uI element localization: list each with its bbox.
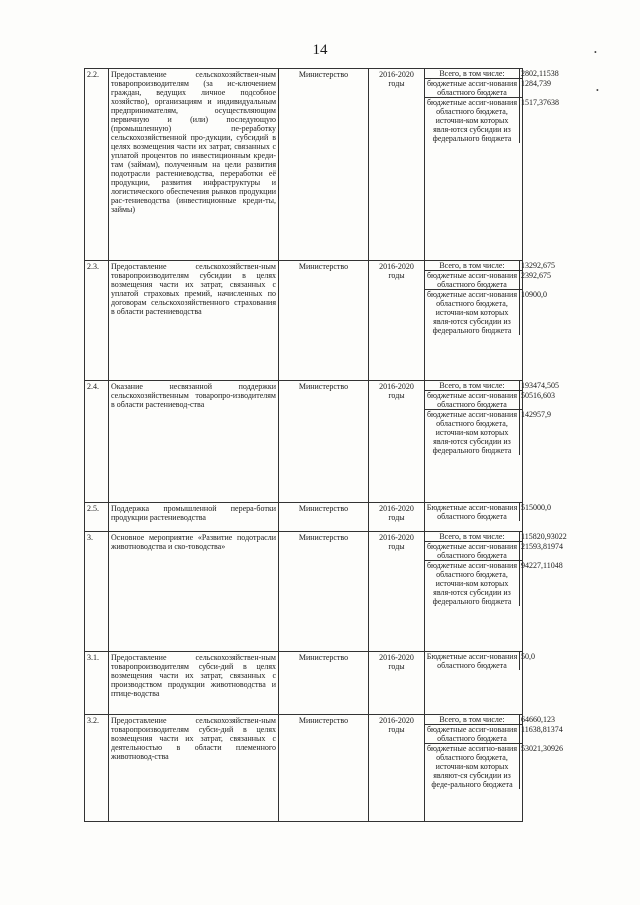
item-number: 3.2. (85, 715, 109, 822)
finance-amount: 94227,11048 (521, 561, 563, 570)
item-number: 2.2. (85, 69, 109, 261)
item-executor: Министерство (279, 381, 369, 503)
finance-row (425, 715, 522, 725)
finance-row (425, 725, 522, 744)
finance-source: Всего, в том числе: (425, 381, 520, 391)
finance-cell (425, 503, 551, 532)
page-number: 14 (312, 42, 328, 58)
item-number: 3. (85, 532, 109, 652)
finance-source: бюджетные ассиг-нования областного бюджета (425, 79, 520, 98)
finance-source: Бюджетные ассиг-нования областного бюджета (425, 652, 520, 670)
item-executor: Министерство (279, 715, 369, 822)
item-executor: Министерство (279, 532, 369, 652)
item-executor: Министерство (279, 503, 369, 532)
margin-mark: • (594, 48, 597, 57)
item-executor: Министерство (279, 261, 369, 381)
item-period: 2016-2020 годы (369, 503, 425, 532)
finance-cell (425, 532, 567, 652)
finance-breakdown (425, 652, 535, 670)
finance-source: Всего, в том числе: (425, 715, 520, 725)
finance-source: бюджетные ассиг-нования областного бюджета, источни-ком которых явля-ются субсидии из федерального бюджета (425, 561, 520, 607)
item-number: 2.3. (85, 261, 109, 381)
finance-source: Бюджетные ассиг-нования областного бюджета (425, 503, 520, 521)
item-period: 2016-2020 годы (369, 715, 425, 822)
item-number: 2.5. (85, 503, 109, 532)
finance-source: бюджетные ассиг-нования областного бюджета, источни-ком которых явля-ются субсидии из федерального бюджета (425, 410, 520, 456)
finance-row (425, 290, 522, 336)
item-executor: Министерство (279, 69, 369, 261)
finance-amount: 1284,739 (520, 79, 523, 98)
finance-row (425, 744, 522, 790)
finance-amount: 10900,0 (521, 290, 547, 299)
finance-row (425, 410, 522, 456)
item-period: 2016-2020 годы (369, 261, 425, 381)
finance-source: бюджетные ассиг-нования областного бюджета (425, 391, 520, 410)
finance-source: Всего, в том числе: (425, 69, 520, 79)
finance-row (425, 79, 522, 98)
finance-breakdown (425, 715, 563, 789)
finance-breakdown (425, 532, 567, 606)
table-row (85, 261, 523, 381)
finance-row (425, 561, 522, 607)
item-period: 2016-2020 годы (369, 69, 425, 261)
finance-row (425, 271, 522, 290)
finance-amount: 11638,81374 (520, 725, 523, 744)
finance-amount: 142957,9 (521, 410, 551, 419)
finance-amount: 64660,123 (521, 715, 555, 724)
item-description: Предоставление сельскохозяйствен-ным товаропроизводителям субси-дий в целях возмещения части их затрат, связанных с производством продукции животноводства и птице-водства (109, 652, 279, 715)
table-row (85, 652, 523, 715)
table-row (85, 715, 523, 822)
finance-source: бюджетные ассигно-вания областного бюджета, источни-ком которых являют-ся субсидии из феде-рального бюджета (425, 744, 520, 790)
finance-row (425, 69, 522, 79)
finance-row (425, 532, 522, 542)
finance-cell (425, 69, 559, 261)
program-measures-table (84, 68, 567, 822)
finance-source: Всего, в том числе: (425, 261, 520, 271)
finance-amount: 21593,81974 (520, 542, 523, 561)
finance-cell (425, 381, 559, 503)
finance-cell (425, 261, 555, 381)
finance-row (425, 391, 522, 410)
finance-amount: 115820,93022 (521, 532, 567, 541)
finance-row (425, 503, 522, 521)
finance-row (425, 261, 522, 271)
item-description: Поддержка промышленной перера-ботки продукции растениеводства (109, 503, 279, 532)
item-number: 2.4. (85, 381, 109, 503)
finance-row (425, 652, 522, 670)
finance-source: бюджетные ассиг-нования областного бюджета, источни-ком которых явля-ются субсидии из федерального бюджета (425, 290, 520, 336)
table-row (85, 381, 523, 503)
table-row (85, 503, 523, 532)
item-description: Основное мероприятие «Развитие подотрасли животноводства и ско-товодства» (109, 532, 279, 652)
finance-row (425, 542, 522, 561)
table-row (85, 69, 523, 261)
finance-cell (425, 715, 563, 822)
finance-row (425, 98, 522, 144)
item-description: Предоставление сельскохозяйствен-ным товаропроизводителям субси-дий в целях возмещения части их затрат, связанных с деятельностью в области племенного животновод-ства (109, 715, 279, 822)
finance-row (425, 381, 522, 391)
finance-source: бюджетные ассиг-нования областного бюджета (425, 271, 520, 290)
finance-source: бюджетные ассиг-нования областного бюджета (425, 542, 520, 561)
finance-amount: 13292,675 (521, 261, 555, 270)
finance-amount: 1517,37638 (521, 98, 559, 107)
finance-breakdown (425, 261, 555, 335)
finance-breakdown (425, 503, 551, 521)
item-description: Предоставление сельскохозяйствен-ным товаропроизводителям (за ис-ключением граждан, ведущих личное подсобное хозяйство), организациям и индивидуальным предпринимателям, осуществляющим первичную и (или) последующую (промышленную) пе-реработку сельскохозяйственной про-дукции, субсидий в целях возмещения части их затрат, связанных с уплатой процентов по инвестиционным креди-там (займам), полученным на цели развития подотрасли растениеводства, переработки её продукции, развития инфраструктуры и логистического обеспечения рынков продукции рас-тениеводства (инвестиционные креди-ты, займы) (109, 69, 279, 261)
finance-amount: 50516,603 (520, 391, 523, 410)
item-executor: Министерство (279, 652, 369, 715)
finance-cell (425, 652, 535, 715)
table-row (85, 532, 523, 652)
finance-breakdown (425, 381, 559, 455)
finance-amount: 2802,11538 (521, 69, 559, 78)
finance-amount: 53021,30926 (521, 744, 563, 753)
item-description: Оказание несвязанной поддержки сельскохозяйственным товаропро-изводителям в области растениевод-ства (109, 381, 279, 503)
item-period: 2016-2020 годы (369, 652, 425, 715)
finance-source: бюджетные ассиг-нования областного бюджета, источни-ком которых явля-ются субсидии из федерального бюджета (425, 98, 520, 144)
item-description: Предоставление сельскохозяйствен-ным товаропроизводителям субсидии в целях возмещения части их затрат, связанных с уплатой страховых премий, начисленных по договорам сельскохозяйственного страхования в области растениеводства (109, 261, 279, 381)
item-period: 2016-2020 годы (369, 532, 425, 652)
finance-source: Всего, в том числе: (425, 532, 520, 542)
margin-mark: • (596, 86, 599, 95)
finance-amount: 50,0 (521, 652, 535, 661)
finance-amount: 193474,505 (521, 381, 559, 390)
item-period: 2016-2020 годы (369, 381, 425, 503)
finance-source: бюджетные ассиг-нования областного бюджета (425, 725, 520, 744)
finance-amount: 2392,675 (520, 271, 523, 290)
finance-amount: 515000,0 (521, 503, 551, 512)
finance-breakdown (425, 69, 559, 143)
item-number: 3.1. (85, 652, 109, 715)
